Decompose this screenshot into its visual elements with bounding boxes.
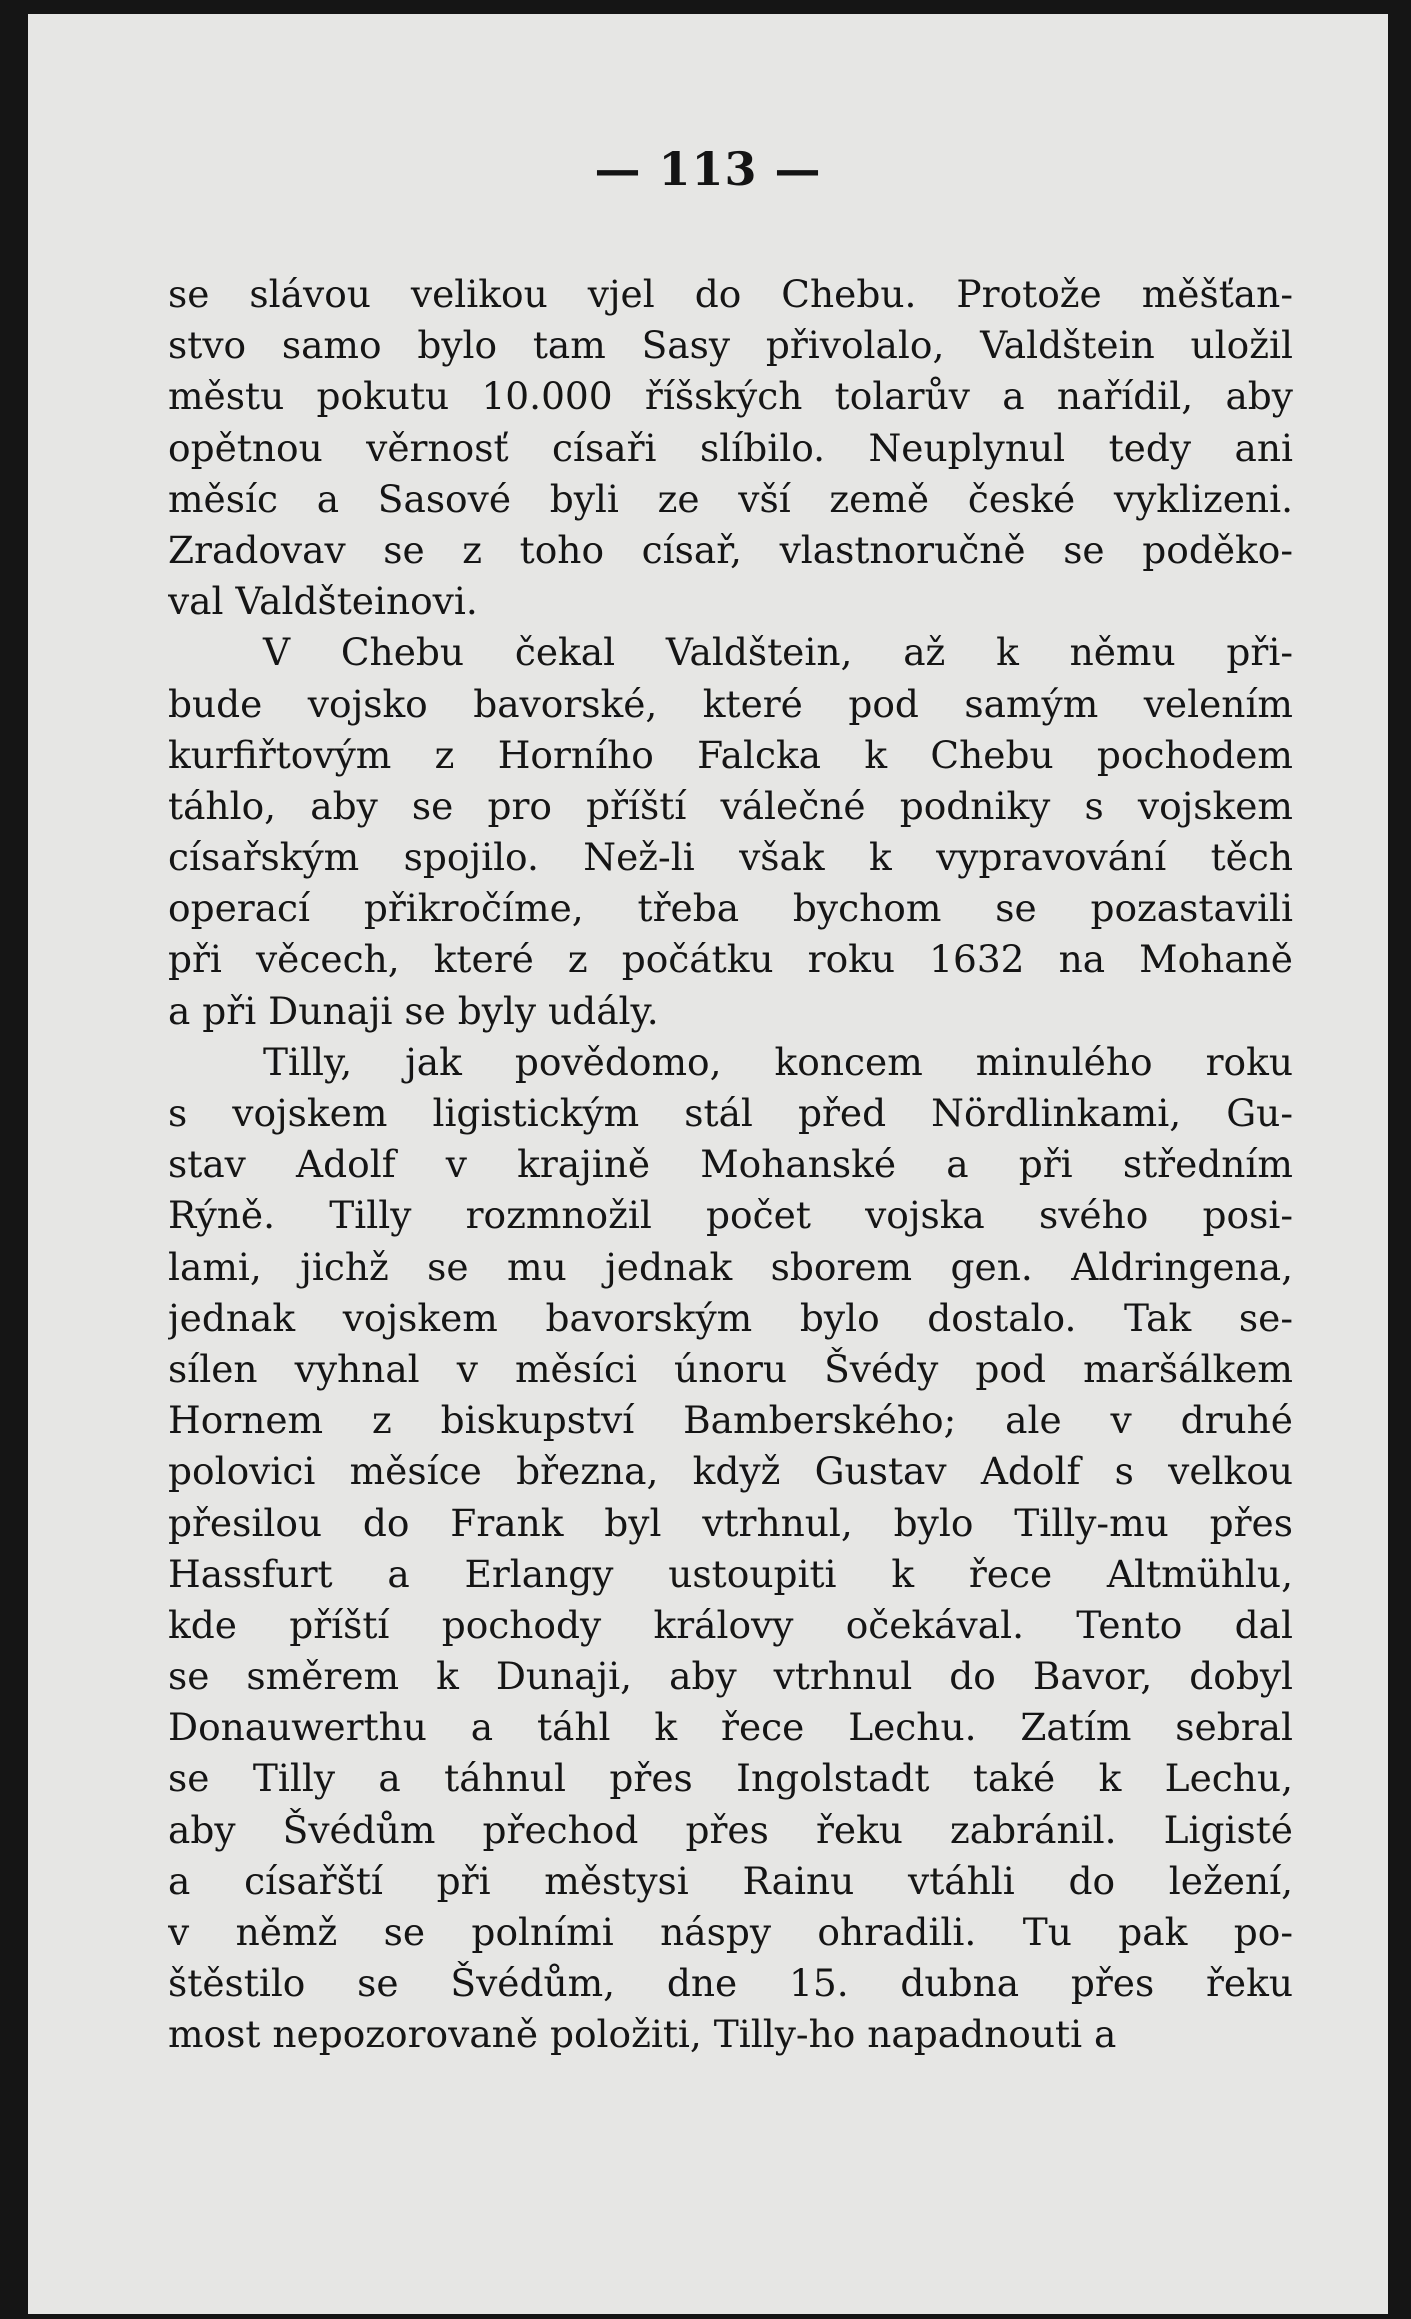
text-line: aby Švédům přechod přes řeku zabránil. Ligisté bbox=[168, 1807, 1293, 1852]
text-line: most nepozorovaně položiti, Tilly-ho napadnouti a bbox=[168, 2012, 1117, 2057]
text-line: val Valdšteinovi. bbox=[168, 579, 478, 624]
text-line: V Chebu čekal Valdštein, až k němu při- bbox=[263, 630, 1293, 675]
text-line: císařským spojilo. Než-li však k vypravování těch bbox=[168, 835, 1293, 880]
text-line: Hornem z biskupství Bamberského; ale v druhé bbox=[168, 1398, 1293, 1443]
book-page bbox=[28, 14, 1388, 2314]
text-line: se slávou velikou vjel do Chebu. Protože měšťan- bbox=[168, 272, 1293, 316]
text-line: Donauwerthu a táhl k řece Lechu. Zatím sebral bbox=[168, 1705, 1293, 1750]
text-line: opětnou věrnosť císaři slíbilo. Neuplynul tedy ani bbox=[168, 425, 1293, 470]
text-line: s vojskem ligistickým stál před Nördlinkami, Gu- bbox=[168, 1091, 1293, 1135]
text-line: Zradovav se z toho císař, vlastnoručně se poděko- bbox=[168, 527, 1293, 572]
text-line: štěstilo se Švédům, dne 15. dubna přes řeku bbox=[168, 1961, 1293, 2006]
body-text bbox=[168, 269, 1293, 2061]
text-line: Hassfurt a Erlangy ustoupiti k řece Altmühlu, bbox=[168, 1551, 1293, 1596]
text-line: se směrem k Dunaji, aby vtrhnul do Bavor, dobyl bbox=[168, 1654, 1293, 1699]
text-line: stav Adolf v krajině Mohanské a při středním bbox=[168, 1142, 1293, 1187]
text-line: sílen vyhnal v měsíci únoru Švédy pod maršálkem bbox=[168, 1346, 1293, 1391]
paragraph bbox=[168, 269, 1293, 627]
text-line: Rýně. Tilly rozmnožil počet vojska svého posi- bbox=[168, 1193, 1293, 1238]
text-line: kde příští pochody královy očekával. Tento dal bbox=[168, 1602, 1293, 1647]
page-number: — 113 — bbox=[594, 142, 822, 196]
text-line: přesilou do Frank byl vtrhnul, bylo Tilly-mu přes bbox=[168, 1500, 1293, 1545]
text-line: měsíc a Sasové byli ze vší země české vyklizeni. bbox=[168, 476, 1293, 521]
paragraph bbox=[168, 627, 1293, 1037]
text-line: Tilly, jak povědomo, koncem minulého roku bbox=[263, 1039, 1293, 1084]
text-line: kurfiřtovým z Horního Falcka k Chebu pochodem bbox=[168, 732, 1293, 777]
text-line: bude vojsko bavorské, které pod samým velením bbox=[168, 681, 1293, 726]
text-line: polovici měsíce března, když Gustav Adolf s velkou bbox=[168, 1449, 1293, 1494]
text-line: táhlo, aby se pro příští válečné podniky s vojskem bbox=[168, 783, 1293, 828]
text-line: se Tilly a táhnul přes Ingolstadt také k Lechu, bbox=[168, 1756, 1293, 1801]
text-line: lami, jichž se mu jednak sborem gen. Aldringena, bbox=[168, 1244, 1293, 1289]
text-line: stvo samo bylo tam Sasy přivolalo, Valdštein uložil bbox=[168, 323, 1293, 368]
text-line: v němž se polními náspy ohradili. Tu pak po- bbox=[168, 1910, 1293, 1954]
text-line: při věcech, které z počátku roku 1632 na Mohaně bbox=[168, 937, 1293, 982]
text-line: městu pokutu 10.000 říšských tolarův a nařídil, aby bbox=[168, 374, 1293, 419]
text-line: jednak vojskem bavorským bylo dostalo. Tak se- bbox=[168, 1295, 1293, 1340]
paragraph bbox=[168, 1037, 1293, 2061]
text-line: operací přikročíme, třeba bychom se pozastavili bbox=[168, 886, 1293, 931]
text-line: a císařští při městysi Rainu vtáhli do ležení, bbox=[168, 1858, 1293, 1903]
text-line: a při Dunaji se byly udály. bbox=[168, 988, 659, 1033]
